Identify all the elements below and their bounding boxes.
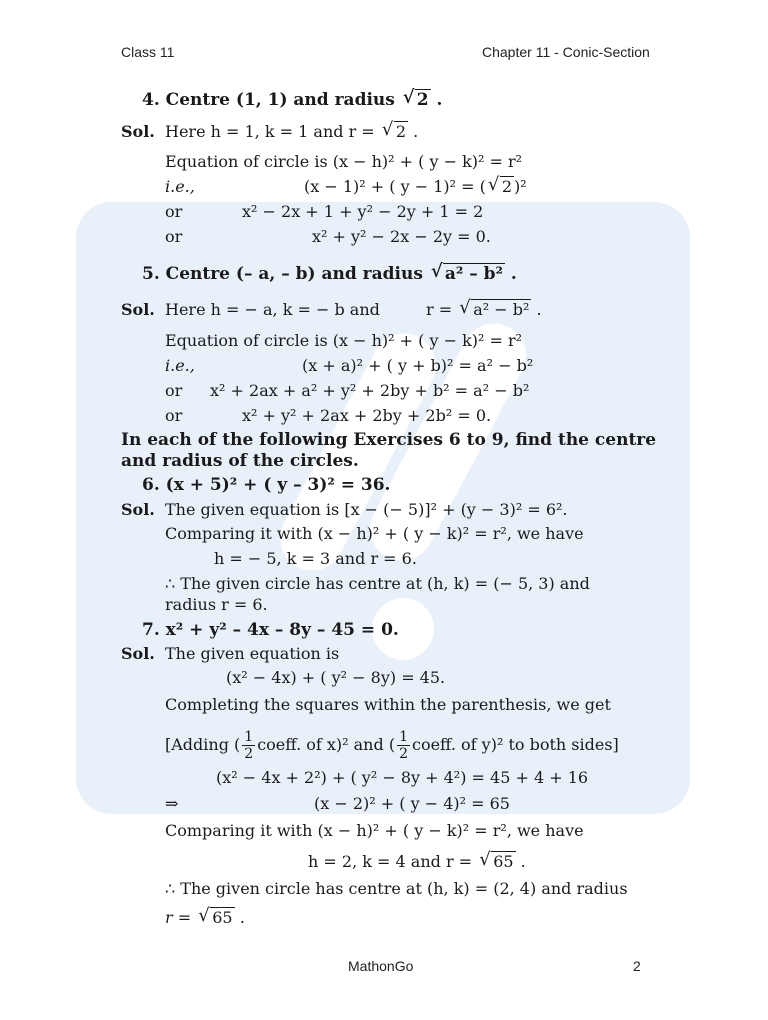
exercise-instruction-line1: In each of the following Exercises 6 to 9, find the centre <box>121 430 657 450</box>
q5-line4-label: or <box>165 381 183 400</box>
q4-line4-label: or <box>165 202 183 221</box>
q6-line4: ∴ The given circle has centre at (h, k) = (− 5, 3) and <box>165 574 590 593</box>
q7-line6-eq: (x − 2)² + ( y − 4)² = 65 <box>314 794 510 813</box>
q5-line1-r: r = √ a² − b² . <box>426 300 542 320</box>
q4-line2: Equation of circle is (x − h)² + ( y − k)² = r² <box>165 152 523 171</box>
fraction-half: $\frac{1}{2}$ <box>399 729 408 762</box>
q7-line8: h = 2, k = 4 and r = √ 65 . <box>308 852 526 872</box>
fraction-half: $\frac{1}{2}$ <box>244 729 254 762</box>
q7-line6-arrow: ⇒ <box>165 794 179 813</box>
q5-line3-label: i.e., <box>165 356 195 375</box>
q4-line1: Here h = 1, k = 1 and r = √ 2 . <box>165 122 418 142</box>
q4-line5-eq: x² + y² − 2x − 2y = 0. <box>312 227 491 246</box>
q6-line5: radius r = 6. <box>165 595 268 614</box>
q4-line4-eq: x² − 2x + 1 + y² − 2y + 1 = 2 <box>242 202 484 221</box>
q7-line5: (x² − 4x + 2²) + ( y² − 8y + 4²) = 45 + 4 + 16 <box>216 768 589 787</box>
q7-line4: [Adding ( $\frac{1}{2}$ coeff. of x)² and ( $\frac{1}{2}$ coeff. of y)² to both sides] <box>165 729 619 762</box>
header-class: Class 11 <box>121 44 175 60</box>
q6-sol: Sol. <box>121 500 155 519</box>
q7-line3: Completing the squares within the parenthesis, we get <box>165 695 611 714</box>
q5-sol: Sol. <box>121 300 155 319</box>
footer-brand: MathonGo <box>348 958 414 974</box>
q4-sol-line1: Sol. <box>121 122 155 141</box>
exercise-instruction-line2: and radius of the circles. <box>121 451 359 471</box>
q6-line2: Comparing it with (x − h)² + ( y − k)² = r², we have <box>165 524 584 543</box>
q5-line5-label: or <box>165 406 183 425</box>
q5-line1: Here h = − a, k = − b and <box>165 300 380 319</box>
q5-line4-eq: x² + 2ax + a² + y² + 2by + b² = a² − b² <box>210 381 530 400</box>
q7-line9: ∴ The given circle has centre at (h, k) = (2, 4) and radius <box>165 879 628 898</box>
footer-page-number: 2 <box>633 958 641 974</box>
q4-line3-label: i.e., <box>165 177 195 196</box>
header-chapter: Chapter 11 - Conic-Section <box>482 44 650 60</box>
q7-line7: Comparing it with (x − h)² + ( y − k)² = r², we have <box>165 821 584 840</box>
q7-line10: r = √ 65 . <box>165 908 245 928</box>
q7-line1: The given equation is <box>165 644 340 663</box>
q5-title: 5. Centre (– a, – b) and radius √ a² – b² . <box>142 264 517 284</box>
q7-line2: (x² − 4x) + ( y² − 8y) = 45. <box>226 668 446 687</box>
q4-line5-label: or <box>165 227 183 246</box>
q4-title: 4. Centre (1, 1) and radius √ 2 . <box>142 90 442 110</box>
q6-line3: h = − 5, k = 3 and r = 6. <box>214 549 417 568</box>
q7-sol: Sol. <box>121 644 155 663</box>
q4-line3-eq: (x − 1)² + ( y − 1)² = (√ 2 )² <box>304 177 527 197</box>
q6-title: 6. (x + 5)² + ( y – 3)² = 36. <box>142 475 391 495</box>
q5-line2: Equation of circle is (x − h)² + ( y − k)² = r² <box>165 331 523 350</box>
q7-title: 7. x² + y² – 4x – 8y – 45 = 0. <box>142 620 399 640</box>
q5-line3-eq: (x + a)² + ( y + b)² = a² − b² <box>302 356 534 375</box>
q5-line5-eq: x² + y² + 2ax + 2by + 2b² = 0. <box>242 406 492 425</box>
q6-line1: The given equation is [x − (− 5)]² + (y − 3)² = 6². <box>165 500 568 519</box>
